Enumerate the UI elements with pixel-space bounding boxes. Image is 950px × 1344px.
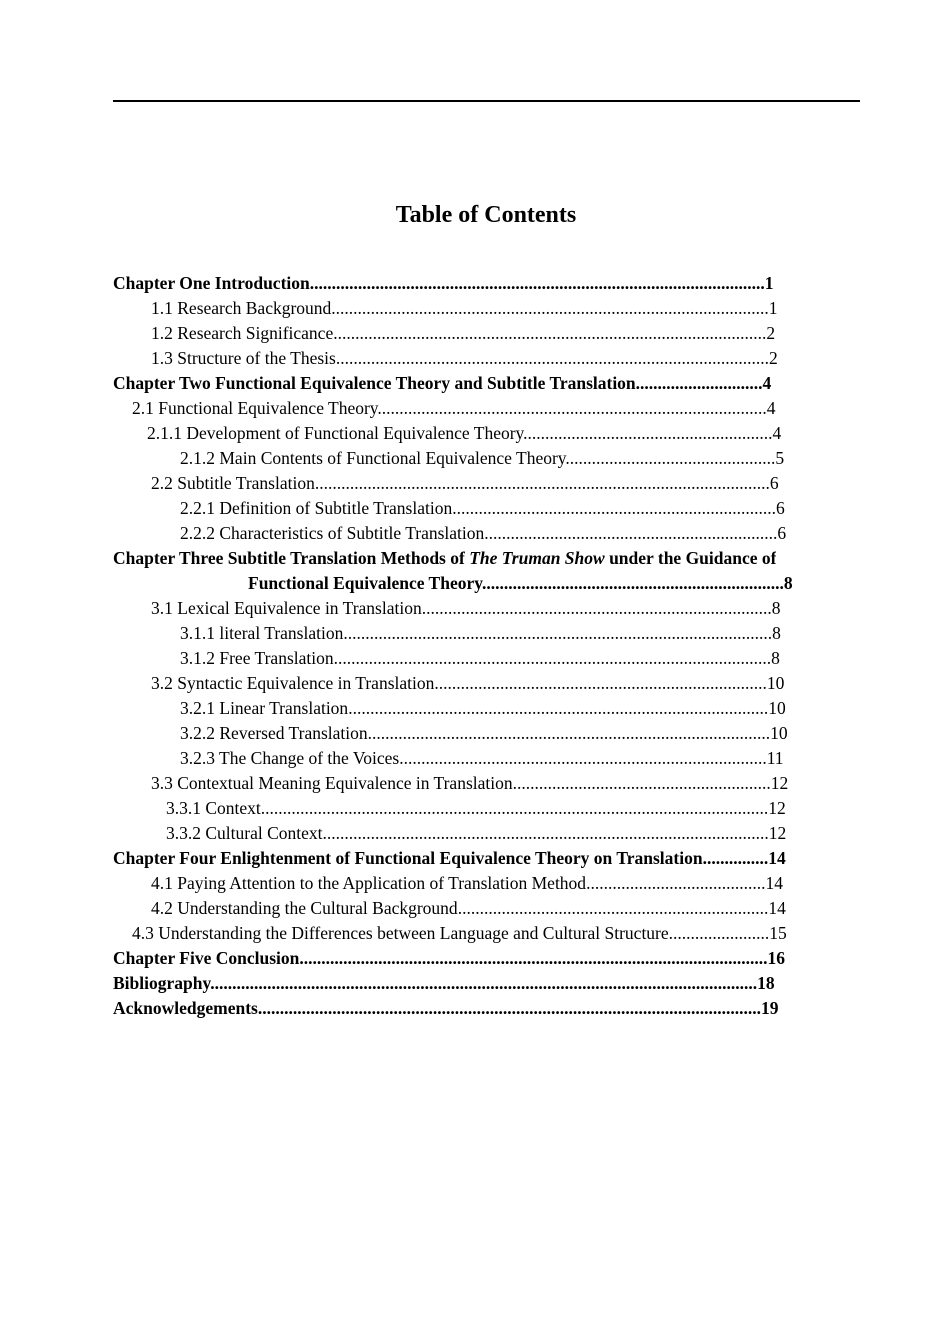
toc-entry-chapter-four[interactable]: Chapter Four Enlightenment of Functional Equivalence Theory on Translation...............14: [113, 848, 786, 868]
toc-entry-3-3[interactable]: 3.3 Contextual Meaning Equivalence in Translation...........................................................12: [151, 773, 789, 793]
toc-entry-chapter-three[interactable]: Chapter Three Subtitle Translation Methods of The Truman Show under the Guidance of: [113, 548, 777, 568]
toc-entry-3-1-1[interactable]: 3.1.1 literal Translation..................................................................................................8: [180, 623, 781, 643]
toc-entry-3-2-3[interactable]: 3.2.3 The Change of the Voices....................................................................................11: [180, 748, 784, 768]
page-title: Table of Contents: [395, 202, 577, 228]
toc-entry-3-3-2[interactable]: 3.3.2 Cultural Context......................................................................................................12: [166, 823, 787, 843]
toc-entry-1-2[interactable]: 1.2 Research Significance...................................................................................................2: [151, 323, 776, 343]
toc-entry-3-2[interactable]: 3.2 Syntactic Equivalence in Translation............................................................................10: [151, 673, 785, 693]
header-rule: [113, 100, 860, 102]
toc-entry-2-1-2[interactable]: 2.1.2 Main Contents of Functional Equivalence Theory................................................5: [180, 448, 785, 468]
toc-entry-3-2-1[interactable]: 3.2.1 Linear Translation................................................................................................10: [180, 698, 786, 718]
toc-entry-4-1[interactable]: 4.1 Paying Attention to the Application of Translation Method.........................................14: [151, 873, 783, 893]
toc-entry-3-3-1[interactable]: 3.3.1 Context....................................................................................................................12: [166, 798, 786, 818]
toc-entry-chapter-three-cont[interactable]: Functional Equivalence Theory.....................................................................8: [248, 573, 793, 593]
toc-entry-2-2[interactable]: 2.2 Subtitle Translation........................................................................................................6: [151, 473, 779, 493]
toc-entry-chapter-one[interactable]: Chapter One Introduction........................................................................................................1: [113, 273, 774, 293]
toc-entry-3-2-2[interactable]: 3.2.2 Reversed Translation............................................................................................10: [180, 723, 788, 743]
toc-entry-1-1[interactable]: 1.1 Research Background....................................................................................................1: [151, 298, 778, 318]
toc-entry-1-3[interactable]: 1.3 Structure of the Thesis...................................................................................................2: [151, 348, 778, 368]
toc-entry-3-1-2[interactable]: 3.1.2 Free Translation....................................................................................................8: [180, 648, 780, 668]
toc-entry-4-2[interactable]: 4.2 Understanding the Cultural Background.......................................................................14: [151, 898, 786, 918]
toc-entry-2-2-1[interactable]: 2.2.1 Definition of Subtitle Translation..........................................................................6: [180, 498, 785, 518]
toc-entry-2-2-2[interactable]: 2.2.2 Characteristics of Subtitle Translation...................................................................6: [180, 523, 787, 543]
toc-entry-2-1-1[interactable]: 2.1.1 Development of Functional Equivalence Theory.........................................................4: [147, 423, 782, 443]
toc-entry-bibliography[interactable]: Bibliography.............................................................................................................................18: [113, 973, 775, 993]
toc-entry-chapter-two[interactable]: Chapter Two Functional Equivalence Theory and Subtitle Translation.............................4: [113, 373, 772, 393]
film-title: The Truman Show: [469, 548, 605, 568]
toc-entry-4-3[interactable]: 4.3 Understanding the Differences between Language and Cultural Structure.......................15: [132, 923, 787, 943]
toc-entry-acknowledgements[interactable]: Acknowledgements...................................................................................................................19: [113, 998, 779, 1018]
toc-entry-3-1[interactable]: 3.1 Lexical Equivalence in Translation................................................................................8: [151, 598, 781, 618]
toc-entry-2-1[interactable]: 2.1 Functional Equivalence Theory.........................................................................................4: [132, 398, 776, 418]
toc-entry-chapter-five[interactable]: Chapter Five Conclusion...........................................................................................................16: [113, 948, 785, 968]
